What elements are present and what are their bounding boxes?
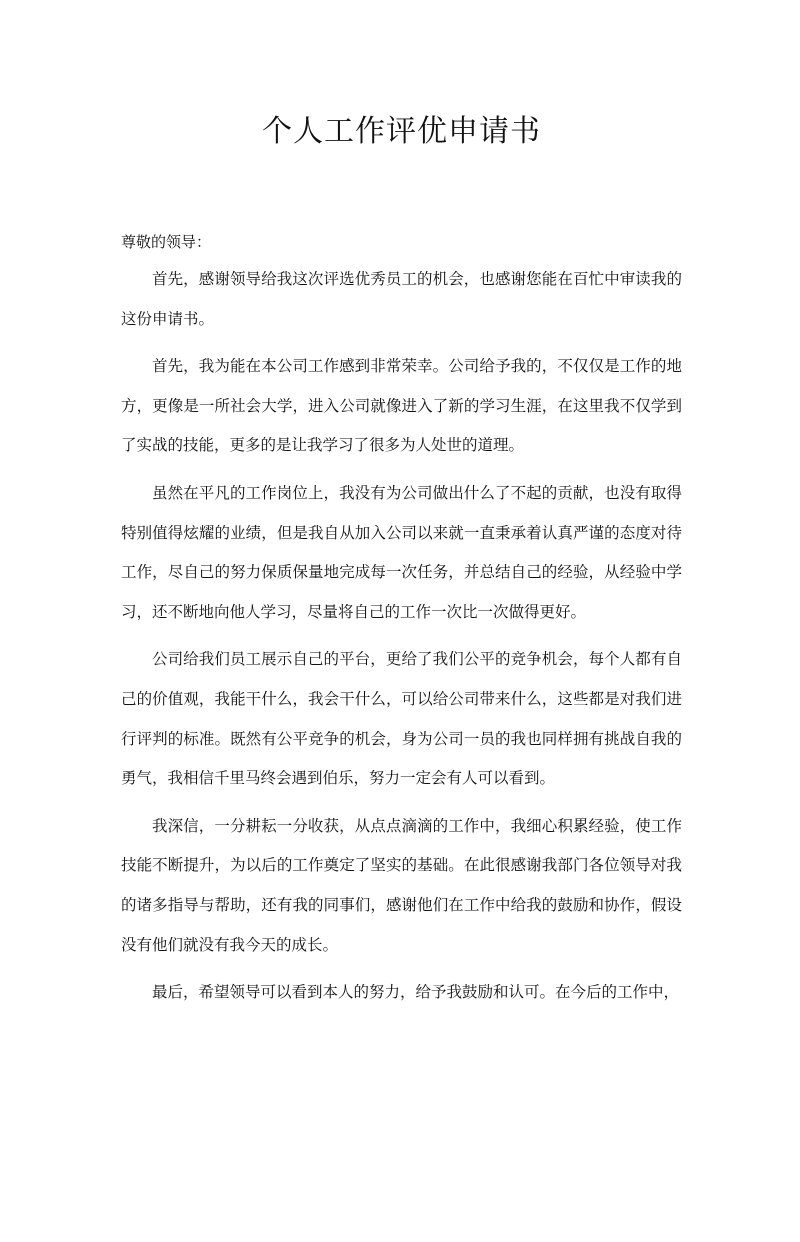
paragraph-2: 首先，我为能在本公司工作感到非常荣幸。公司给予我的，不仅仅是工作的地方，更像是一所社会大学，进入公司就像进入了新的学习生涯，在这里我不仅学到了实战的技能，更多的是让我学习了很多为人处世的道理。 xyxy=(121,357,682,455)
document-title: 个人工作评优申请书 xyxy=(262,114,541,149)
paragraph-4: 公司给我们员工展示自己的平台，更给了我们公平的竞争机会，每个人都有自己的价值观，我能干什么，我会干什么，可以给公司带来什么，这些都是对我们进行评判的标准。既然有公平竞争的机会，身为公司一员的我也同样拥有挑战自我的勇气，我相信千里马终会遇到伯乐，努力一定会有人可以看到。 xyxy=(121,650,682,788)
paragraph-3: 虽然在平凡的工作岗位上，我没有为公司做出什么了不起的贡献，也没有取得特别值得炫耀的业绩，但是我自从加入公司以来就一直秉承着认真严谨的态度对待工作，尽自己的努力保质保量地完成每一次任务，并总结自己的经验，从经验中学习，还不断地向他人学习，尽量将自己的工作一次比一次做得更好。 xyxy=(121,483,682,621)
paragraph-1: 首先，感谢领导给我这次评选优秀员工的机会，也感谢您能在百忙中审读我的这份申请书。 xyxy=(121,270,682,328)
paragraph-5: 我深信，一分耕耘一分收获，从点点滴滴的工作中，我细心积累经验，使工作技能不断提升，为以后的工作奠定了坚实的基础。在此很感谢我部门各位领导对我的诸多指导与帮助，还有我的同事们，感谢他们在工作中给我的鼓励和协作，假设没有他们就没有我今天的成长。 xyxy=(121,816,682,954)
salutation: 尊敬的领导： xyxy=(121,233,212,251)
paragraph-6: 最后，希望领导可以看到本人的努力，给予我鼓励和认可。在今后的工作中， xyxy=(152,983,680,1002)
document-page xyxy=(0,112,800,1242)
document-body xyxy=(121,260,682,1013)
